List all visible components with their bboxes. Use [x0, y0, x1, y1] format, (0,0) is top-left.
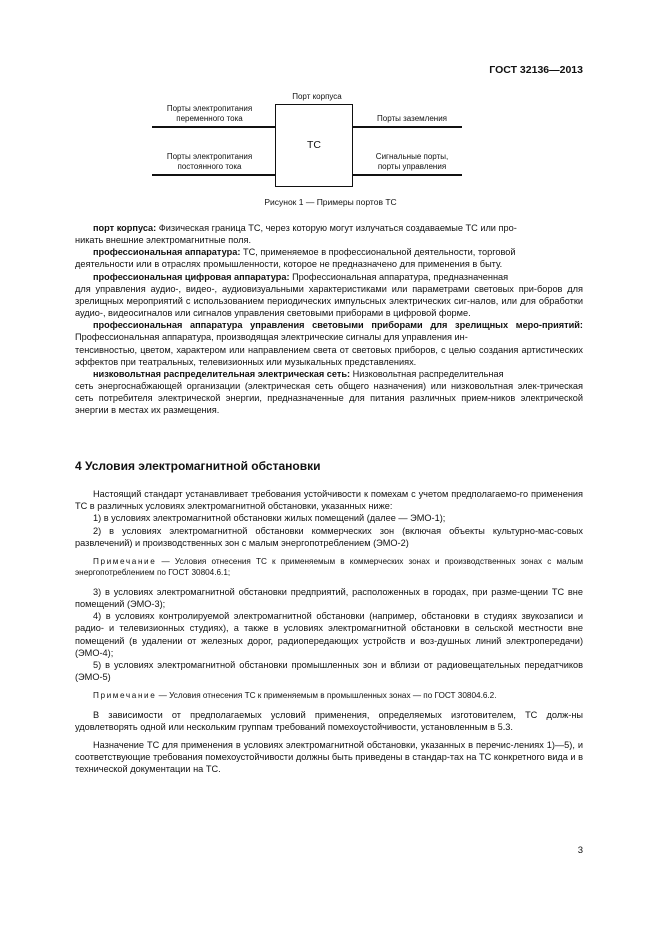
list-item: 1) в условиях электромагнитной обстановки жилых помещений (далее — ЭМО-1); — [93, 513, 446, 524]
ts-label: ТС — [307, 139, 321, 151]
note-label: Примечание — [93, 691, 157, 701]
definition: профессиональная аппаратура: ТС, применяемое в профессиональной деятельности, торговой деятельности или в отраслях промышленности, которое не предназначено для применения в быту. — [75, 247, 516, 270]
list-item: 4) в условиях контролируемой электромагнитной обстановки (например, обстановки в студиях звукозаписи и радио- и телевизионных студиях), а также в условиях электромагнитной обстановки в сельской местности вне помещений (в удалении от железных дорог, радиопередающих устройств и воз-душных линий электропередачи) (ЭМО-4); — [75, 611, 583, 658]
definition: профессиональная аппаратура управления световыми приборами для зрелищных меро-приятий: Профессиональная аппаратура, производящая электрические сигналы для управления ин- тенсивностью, цветом, характером или направлением света от световых приборов, с целью создания артистических эффектов при театральных, телевизионных или музыкальных представлениях. — [75, 320, 583, 367]
signal-port-label-2: порты управления — [377, 162, 447, 171]
figure-caption: Рисунок 1 — Примеры портов ТС — [264, 197, 397, 207]
section-4 — [75, 460, 583, 775]
dc-power-line — [152, 174, 275, 176]
ac-power-line — [152, 126, 275, 128]
ac-power-label-1: Порты электропитания — [166, 104, 253, 113]
paragraph: Настоящий стандарт устанавливает требования устойчивости к помехам с учетом предполагаемо-го применения ТС в различных условиях электромагнитной обстановки, указанных ниже: — [75, 489, 583, 512]
note: Примечание — Условия отнесения ТС к применяемым в промышленных зонах — по ГОСТ 30804.6.2. — [93, 691, 497, 701]
note-label: Примечание — [93, 556, 157, 566]
earth-port-label: Порты заземления — [377, 114, 447, 123]
definition: профессиональная цифровая аппаратура: Профессиональная аппаратура, предназначенная для управления аудио-, видео-, аудиовизуальными характеристиками или параметрами световых при-боров для зрелищных мероприятий с использованием периодических импульсных электрических сиг-налов, или для обработки аудио-, видеосигналов или сигналов управления световыми приборами в цифровой форме. — [75, 271, 583, 319]
list-item: 3) в условиях электромагнитной обстановки предприятий, расположенных в городах, при разме-щении ТС вне помещений (ЭМО-3); — [75, 586, 583, 610]
list-item: 2) в условиях электромагнитной обстановки коммерческих зон (включая объекты культурно-мас-совых развлечений) и производственных зон с малым энергопотреблением (ЭМО-2) — [75, 525, 583, 548]
document-header: ГОСТ 32136—2013 — [489, 64, 583, 76]
signal-line — [353, 174, 462, 176]
dc-power-label-1: Порты электропитания — [166, 152, 253, 161]
note: Примечание — Условия отнесения ТС к применяемым в коммерческих зонах и производственных зонах с малым энергопотреблением по ГОСТ 30804.6.1; — [75, 556, 583, 578]
port-enclosure-label: Порт корпуса — [292, 92, 342, 101]
ac-power-label-2: переменного тока — [176, 114, 243, 123]
paragraph: В зависимости от предполагаемых условий применения, определяемых изготовителем, ТС долж-ны удовлетворять одной или нескольким группам требований помехоустойчивости, установленным в 5.3. — [75, 709, 583, 732]
ports-figure — [152, 92, 462, 192]
earth-line — [353, 126, 462, 128]
page-number: 3 — [577, 845, 583, 856]
definition: низковольтная распределительная электрическая сеть: Низковольтная распределительная сеть энергоснабжающей организации (электрическая сеть общего назначения) или низковольтная элек-трическая сеть потребителя электрической энергии, предназначенные для питания различных прием-ников электрической энергии в местах их размещения. — [75, 368, 583, 416]
section-title: 4 Условия электромагнитной обстановки — [75, 459, 321, 473]
ts-box — [275, 104, 353, 187]
list-item: 5) в условиях электромагнитной обстановки промышленных зон и вблизи от радиовещательных передатчиков (ЭМО-5) — [75, 659, 583, 683]
paragraph: Назначение ТС для применения в условиях электромагнитной обстановки, указанных в перечис-лениях 1)—5), и соответствующие требования помехоустойчивости должны быть приведены в стандар-тах на ТС конкретного вида и в технической документации на ТС. — [75, 740, 583, 775]
definition: порт корпуса: Физическая граница ТС, через которую могут излучаться создаваемые ТС или про- никать внешние электромагнитные поля. — [75, 223, 517, 246]
signal-port-label-1: Сигнальные порты, — [375, 152, 449, 161]
dc-power-label-2: постоянного тока — [177, 162, 242, 171]
definitions — [75, 222, 583, 417]
